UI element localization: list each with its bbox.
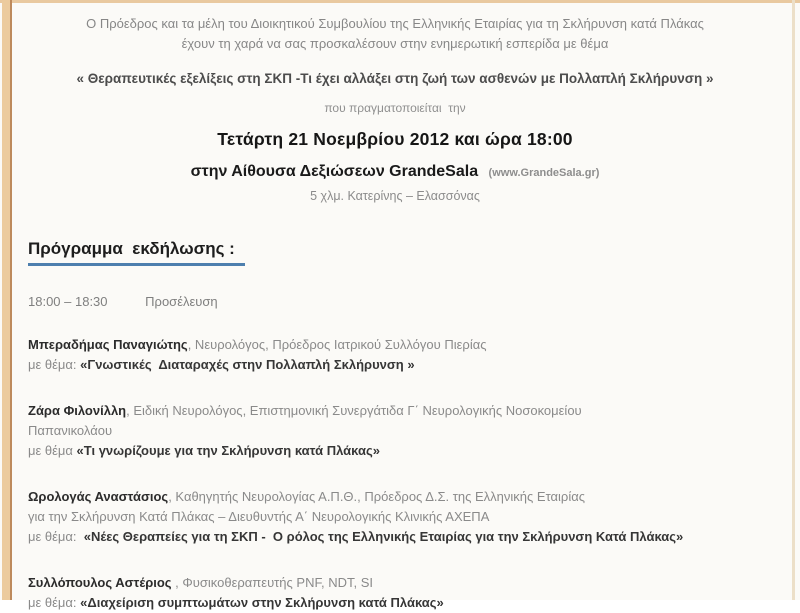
held-on-text: που πραγματοποιείται την xyxy=(324,101,466,115)
speaker-name: Ζάρα Φιλονίλλη xyxy=(28,403,127,418)
speaker-topic: «Γνωστικές Διαταραχές στην Πολλαπλή Σκλήρυνση » xyxy=(80,357,415,372)
speaker-entry-1 xyxy=(28,335,762,375)
topic-prefix: με θέμα: xyxy=(28,357,81,372)
speaker-credentials: , Νευρολόγος, Πρόεδρος Ιατρικού Συλλόγου Πιερίας xyxy=(187,337,487,352)
speaker-credentials: , Φυσικοθεραπευτής PNF, NDT, SI xyxy=(171,575,373,590)
speaker-name: Ωρολογάς Αναστάσιος xyxy=(28,489,169,504)
program-heading: Πρόγραμμα εκδήλωσης : xyxy=(28,239,245,266)
topic-prefix: με θέμα: xyxy=(28,595,81,610)
speaker-credentials-line2: για την Σκλήρυνση Κατά Πλάκας – Διευθυντής Α΄ Νευρολογικής Κλινικής ΑΧΕΠΑ xyxy=(28,509,490,524)
speaker-topic-line xyxy=(28,355,762,375)
speaker-entry-3 xyxy=(28,487,762,547)
intro-line-1: Ο Πρόεδρος και τα μέλη του Διοικητικού Συμβουλίου της Ελληνικής Εταιρίας για τη Σκλήρυνση κατά Πλάκας xyxy=(86,16,704,31)
event-theme-title: « Θεραπευτικές εξελίξεις στη ΣΚΠ -Τι έχει αλλάξει στη ζωή των ασθενών με Πολλαπλή Σκλήρυνση » xyxy=(76,71,714,86)
venue-line xyxy=(28,163,762,181)
speaker-topic-line xyxy=(28,441,762,461)
topic-prefix: με θέμα xyxy=(28,443,77,458)
arrival-time: 18:00 – 18:30 xyxy=(28,294,108,309)
speaker-name: Μπεραδήμας Παναγιώτης xyxy=(28,337,188,352)
speaker-entry-4 xyxy=(28,573,762,613)
speaker-topic: «Νέες Θεραπείες για τη ΣΚΠ - Ο ρόλος της Ελληνικής Εταιρίας για την Σκλήρυνση Κατά Πλάκας» xyxy=(83,529,684,544)
page-frame-top-border xyxy=(0,0,800,3)
arrival-activity: Προσέλευση xyxy=(145,294,218,309)
program-section xyxy=(28,203,762,613)
intro-line-2: έχουν τη χαρά να σας προσκαλέσουν στην ενημερωτική εσπερίδα με θέμα xyxy=(181,36,609,51)
speaker-headline xyxy=(28,335,762,355)
speaker-topic: «Διαχείριση συμπτωμάτων στην Σκλήρυνση κατά Πλάκας» xyxy=(80,595,444,610)
venue-website: (www.GrandeSala.gr) xyxy=(488,167,600,179)
speaker-topic: «Τι γνωρίζουμε για την Σκλήρυνση κατά Πλάκας» xyxy=(76,443,380,458)
speaker-credentials-line2: Παπανικολάου xyxy=(28,423,113,438)
speaker-topic-line xyxy=(28,593,762,613)
topic-prefix: με θέμα: xyxy=(28,529,84,544)
speaker-entry-2 xyxy=(28,401,762,461)
speaker-name: Συλλόπουλος Αστέριος xyxy=(28,575,172,590)
event-datetime: Τετάρτη 21 Νοεμβρίου 2012 και ώρα 18:00 xyxy=(217,129,573,149)
speaker-headline xyxy=(28,487,762,507)
venue-name: στην Αίθουσα Δεξιώσεων GrandeSala xyxy=(190,163,479,180)
speaker-credentials: , Καθηγητής Νευρολογίας Α.Π.Θ., Πρόεδρος Δ.Σ. της Ελληνικής Εταιρίας xyxy=(168,489,585,504)
speaker-headline xyxy=(28,573,762,593)
invitation-intro xyxy=(28,14,762,203)
venue-location: 5 χλμ. Κατερίνης – Ελασσόνας xyxy=(310,189,480,203)
page-frame-left-border xyxy=(2,0,12,600)
schedule-row-arrival xyxy=(28,294,762,309)
invitation-content xyxy=(28,14,762,613)
page-frame-right-border xyxy=(792,0,795,600)
speaker-credentials: , Ειδική Νευρολόγος, Επιστημονική Συνεργάτιδα Γ΄ Νευρολογικής Νοσοκομείου xyxy=(126,403,582,418)
speaker-headline xyxy=(28,401,762,421)
speaker-topic-line xyxy=(28,527,762,547)
